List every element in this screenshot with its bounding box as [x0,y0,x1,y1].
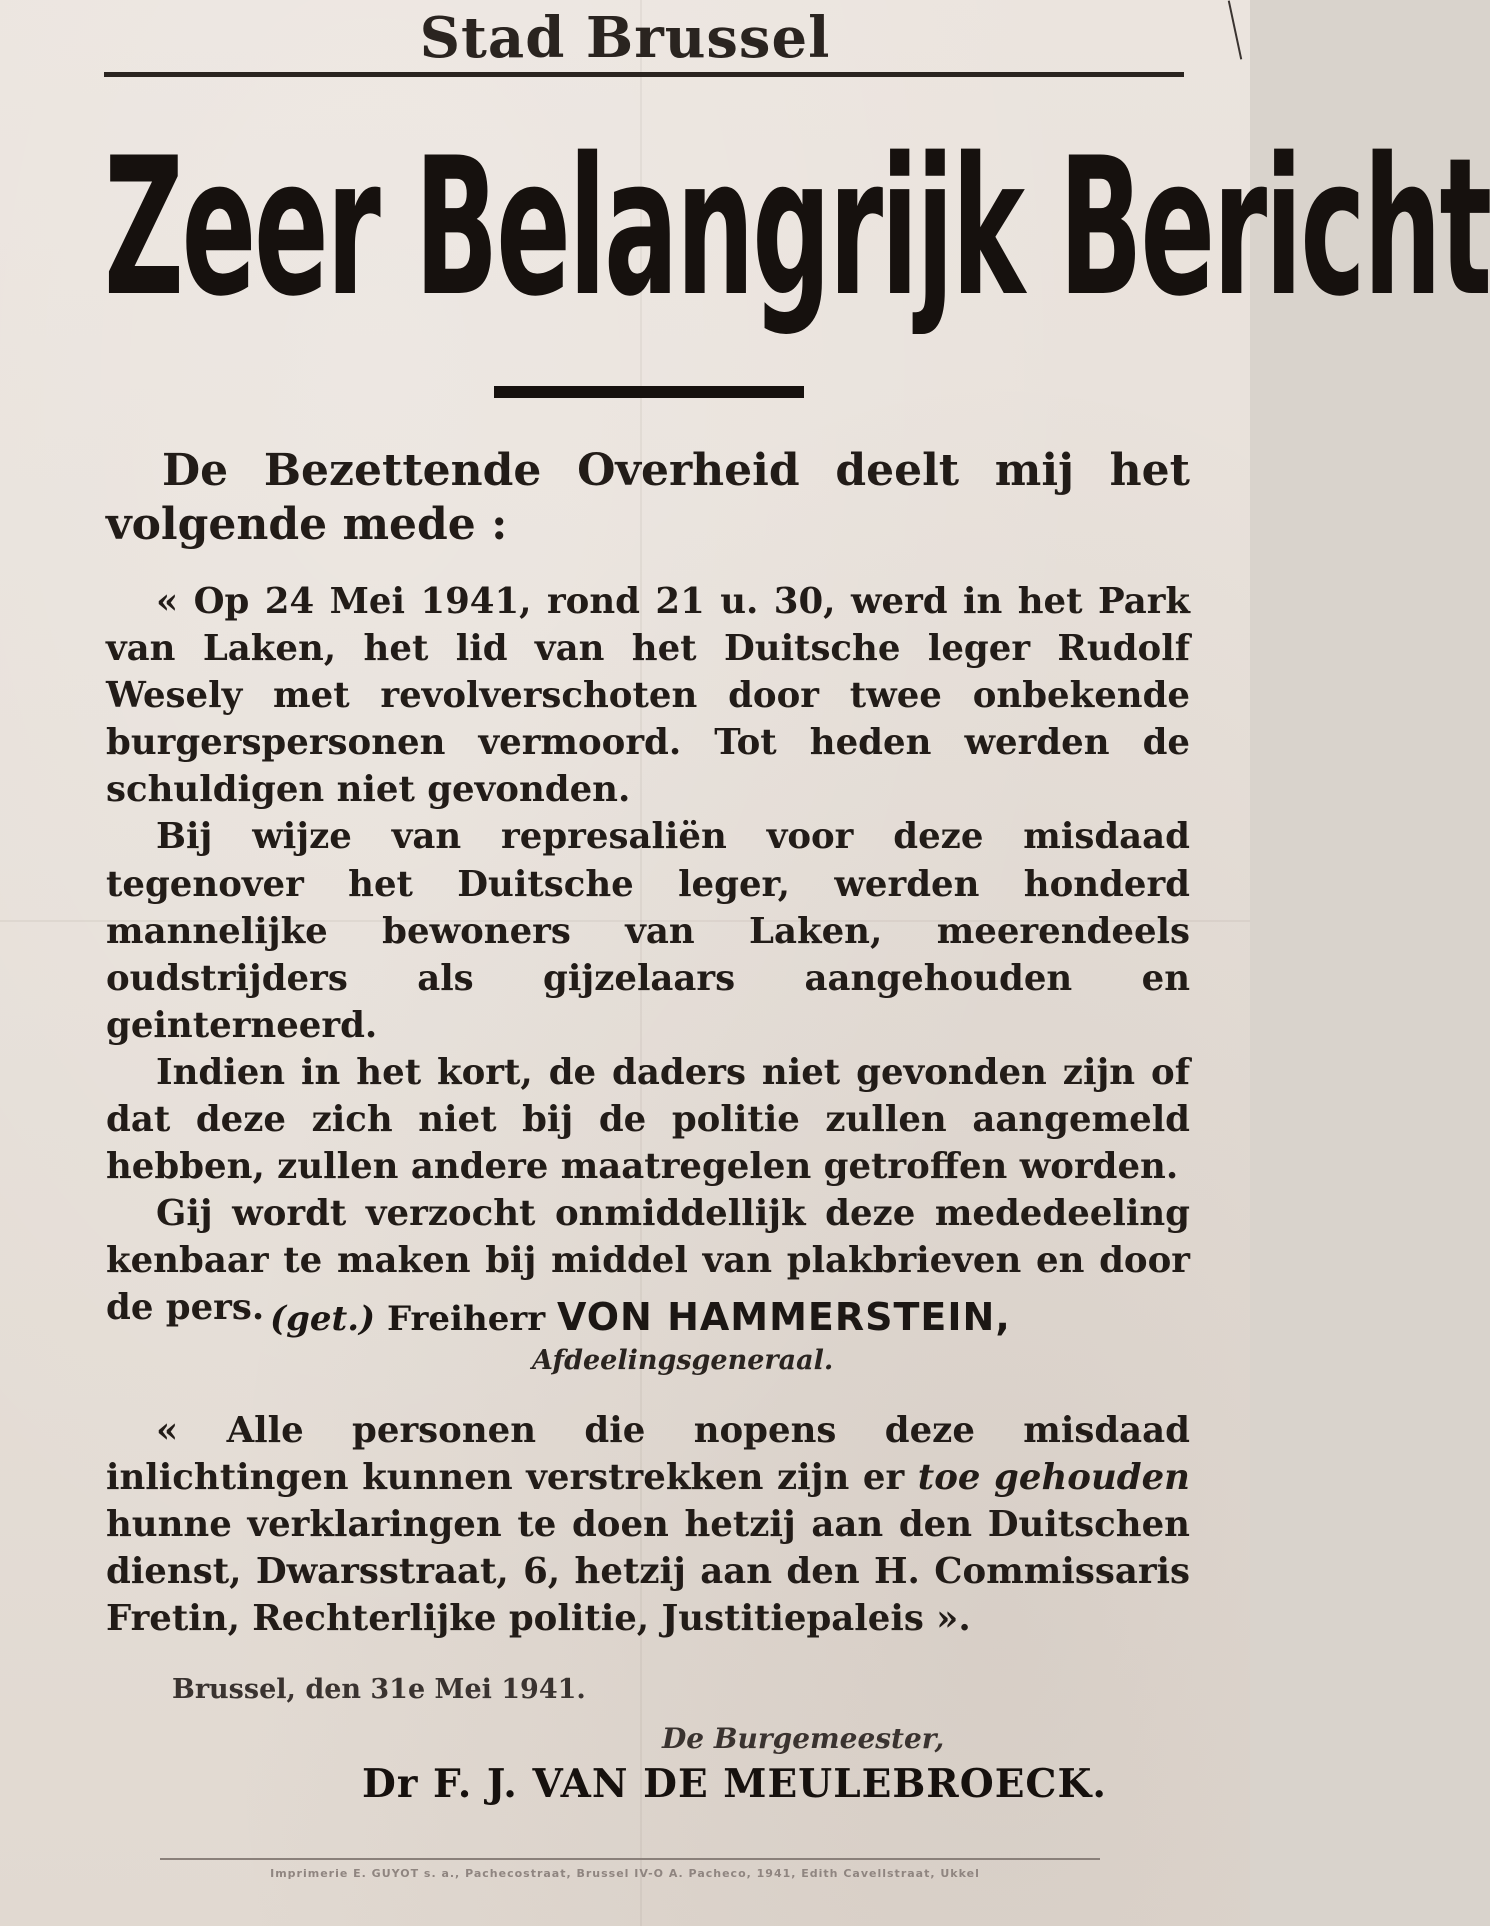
signed-abbrev: (get.) [270,1299,376,1339]
info-text-part1: « Alle personen die nopens deze misdaad inlichtingen kunnen verstrekken zijn er [106,1410,1190,1499]
headline: Zeer Belangrijk Bericht [104,117,1490,338]
mayor-title: De Burgemeester, [662,1722,945,1755]
header-rule [104,72,1184,77]
headline-rule [494,386,804,398]
lead-paragraph: De Bezettende Overheid deelt mij het volgende mede : [106,445,1190,550]
info-text-part2: hunne verklaringen te doen hetzij aan den Duitschen dienst, Dwarsstraat, 6, hetzij aan den H. Commissaris Fretin, Rechterlijke politie, Justitiepaleis ». [106,1504,1190,1640]
signature-freiherr: Freiherr [386,1299,546,1339]
paragraph-measures: Indien in het kort, de daders niet gevonden zijn of dat deze zich niet bij de politie zullen aangemeld hebben, zullen andere maatregelen getroffen worden. [106,1051,1190,1188]
paragraph-incident: « Op 24 Mei 1941, rond 21 u. 30, werd in het Park van Laken, het lid van het Duitsche leger Rudolf Wesely met revolverschoten door twee onbekende burgerspersonen vermoord. Tot heden werden de schuldigen niet gevonden. [106,581,1190,811]
city-header: Stad Brussel [419,5,831,71]
paragraph-request: Gij wordt verzocht onmiddellijk deze mededeeling kenbaar te maken bij middel van plakbrieven en door de pers. [106,1193,1190,1329]
mayor-name: Dr F. J. VAN DE MEULEBROECK. [362,1761,1107,1807]
paragraph-reprisals: Bij wijze van represaliën voor deze misdaad tegenover het Duitsche leger, werden honderd mannelijke bewoners van Laken, meerendeels oudstrijders als gijzelaars aangehouden en geinterneerd. [106,816,1190,1046]
footer-rule [160,1858,1100,1860]
signature-title: Afdeelingsgeneraal. [532,1345,834,1376]
printer-imprint: Imprimerie E. GUYOT s. a., Pachecostraat, Brussel IV-O A. Pacheco, 1941, Edith Cavellstraat, Ukkel [270,1867,980,1880]
information-request [106,1407,1190,1642]
signature-name: VON HAMMERSTEIN, [557,1295,1011,1339]
info-emphasis: toe gehouden [917,1457,1190,1499]
german-announcement [106,578,1190,1332]
general-signature [270,1292,1011,1344]
date-line: Brussel, den 31e Mei 1941. [172,1674,586,1705]
paragraph-information [106,1407,1190,1642]
